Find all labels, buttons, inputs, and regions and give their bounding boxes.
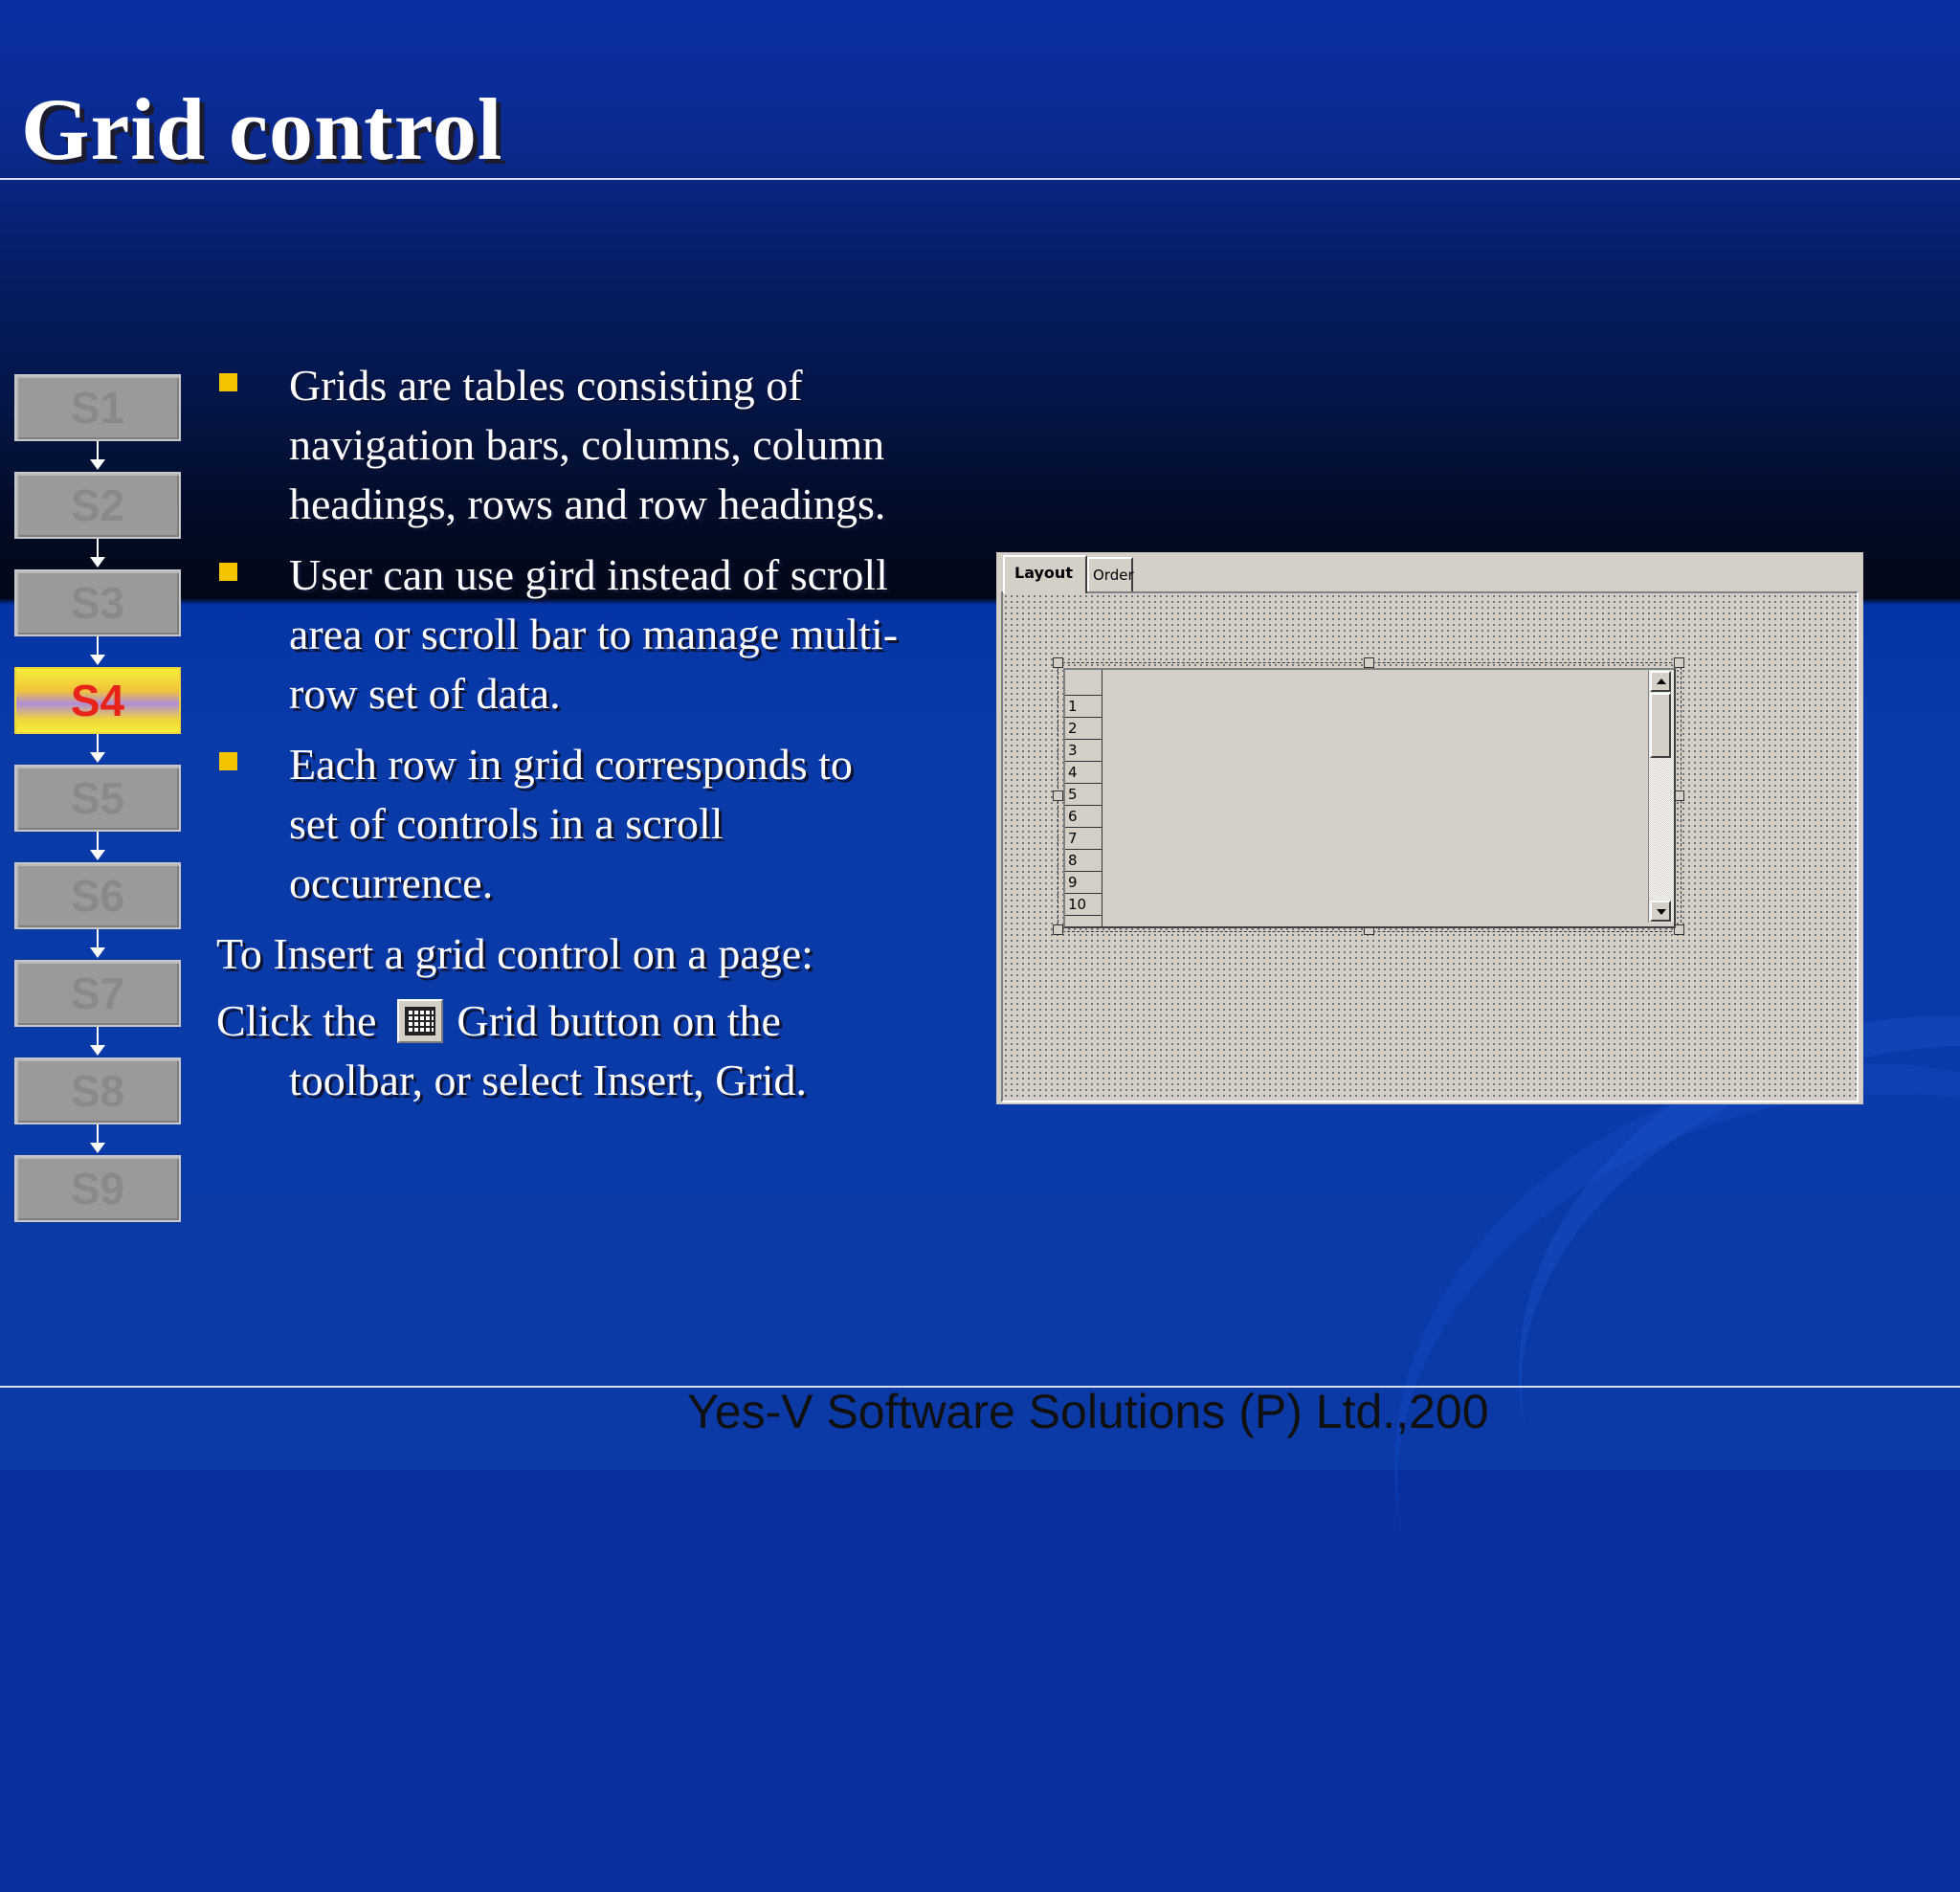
step-s6[interactable]: S6 [14,862,181,929]
grid-control[interactable] [1063,668,1676,928]
step-arrow [97,1124,99,1144]
row-heading: 2 [1065,718,1102,740]
row-heading: 8 [1065,850,1102,872]
row-heading: 7 [1065,828,1102,850]
bullet-square-icon [219,373,237,391]
bullet-line: Each row in grid corresponds to [289,740,853,789]
step-arrow [97,441,99,460]
resize-handle[interactable] [1053,924,1063,935]
step-arrow [97,734,99,753]
vertical-scrollbar[interactable] [1648,670,1674,923]
row-heading: 3 [1065,740,1102,762]
instruction-text: Grid button on the [457,996,781,1045]
row-heading: 4 [1065,762,1102,784]
row-headings [1065,670,1102,926]
scroll-down-arrow-icon[interactable] [1650,901,1671,922]
row-heading: 10 [1065,894,1102,916]
step-s3[interactable]: S3 [14,569,181,636]
grid-icon [405,1007,435,1035]
bullet-item [216,545,963,723]
row-heading: 1 [1065,696,1102,718]
bullet-item [216,735,963,913]
grid-corner-cell [1065,670,1102,696]
bullet-line: set of controls in a scroll [289,799,724,848]
row-heading: 9 [1065,872,1102,894]
step-arrow [97,636,99,656]
step-s8[interactable]: S8 [14,1057,181,1124]
resize-handle[interactable] [1674,657,1684,668]
resize-handle[interactable] [1053,657,1063,668]
step-s7[interactable]: S7 [14,960,181,1027]
step-arrow [97,929,99,948]
footer-text: Yes-V Software Solutions (P) Ltd.,200 [687,1385,1489,1438]
bullet-line: headings, rows and row headings. [289,479,886,528]
step-s2[interactable]: S2 [14,472,181,539]
grid-editor-screenshot [996,552,1863,1104]
step-s1[interactable]: S1 [14,374,181,441]
slide-body [216,356,963,1110]
bullet-line: occurrence. [289,858,494,907]
scroll-thumb[interactable] [1650,693,1671,758]
resize-handle[interactable] [1364,657,1374,668]
step-s4[interactable]: S4 [14,667,181,734]
instruction-step [216,991,963,1110]
layout-canvas [1001,591,1859,1102]
row-heading: 6 [1065,806,1102,828]
slide-title: Grid control [21,80,503,178]
step-arrow [97,539,99,558]
step-arrow [97,1027,99,1046]
row-heading: 5 [1065,784,1102,806]
tab-order[interactable]: Order [1087,557,1133,591]
title-divider [0,178,1960,180]
step-arrow [97,832,99,851]
bullet-square-icon [219,563,237,581]
bullet-item [216,356,963,534]
bullet-line: area or scroll bar to manage multi- [289,610,899,658]
bullet-line: User can use gird instead of scroll [289,550,888,599]
step-s5[interactable]: S5 [14,765,181,832]
instruction-text: Click the [216,996,377,1045]
step-s9[interactable]: S9 [14,1155,181,1222]
bullet-square-icon [219,752,237,770]
resize-handle[interactable] [1053,790,1063,801]
bullet-line: Grids are tables consisting of [289,361,803,410]
grid-toolbar-button [397,999,443,1043]
tab-layout[interactable]: Layout [1003,555,1087,593]
bullet-line: row set of data. [289,669,561,718]
scroll-up-arrow-icon[interactable] [1650,671,1671,692]
instruction-heading: To Insert a grid control on a page: [216,929,813,978]
instruction-text: toolbar, or select Insert, Grid. [289,1056,808,1105]
bullet-line: navigation bars, columns, column [289,420,885,469]
